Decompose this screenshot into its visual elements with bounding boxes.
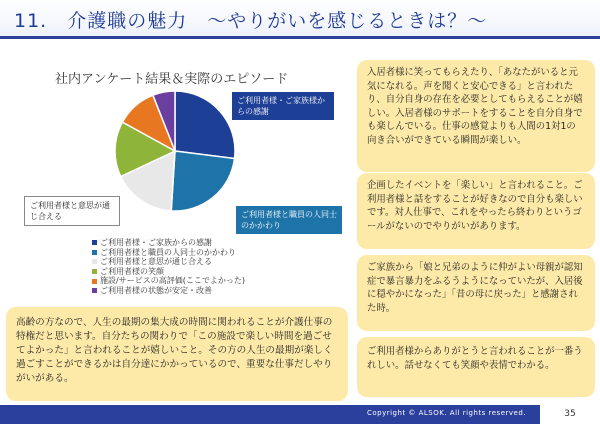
chart-legend [92,238,245,296]
legend-label: 施設/サービスの高評価(ここでよかった) [100,276,245,286]
legend-item [92,238,245,248]
legend-label: ご利用者様・ご家族からの感謝 [100,238,212,247]
episode-box-2: 企画したイベントを「楽しい」と言われること。ご利用者様と話をすることが好きなので自分も楽しいです。対人仕事で、これをやったら終わりというゴールがないのでやりがいがあります。 [357,173,595,249]
legend-swatch [92,269,97,274]
title-underline [0,36,600,39]
legend-swatch [92,279,97,284]
legend-swatch [92,259,97,264]
legend-swatch [92,288,97,293]
legend-label: ご利用者様と意思が通じ合える [100,257,212,267]
callout-communication: ご利用者様と意思が通じ合える [24,196,120,226]
legend-item [92,257,245,267]
legend-swatch [92,240,97,245]
episode-box-1: 入居者様に笑ってもらえたり、「あなたがいると元気になれる。声を聞くと安心できる」と言われたり、自分自身の存在を必要としてもらえることが嬉しい。入居者様のサポートをすることを自分自身でも楽しんでいる。仕事の感覚よりも人間の1対1の向き合いができている瞬間が楽しい。 [357,60,595,172]
legend-label: ご利用者様の状態が安定・改善 [100,285,212,295]
legend-item [92,267,245,277]
copyright: Copyright © ALSOK. All rights reserved. [366,409,526,417]
pie-slice [171,151,234,211]
legend-label: ご利用者様の笑顔 [100,266,164,276]
episode-box-4: ご利用者様からありがとうと言われることが一番うれしい。話せなくても笑顔や表情でわかる。 [357,337,595,397]
legend-swatch [92,250,97,255]
legend-label: ご利用者様と職員の人同士のかかわり [100,247,236,257]
episode-box-3: ご家族から「娘と兄弟のように仲がよい母親が認知症で暴言暴力をふるうようになっていたが、入居後に穏やかになった」「昔の母に戻った」と感謝された時。 [357,255,595,331]
chart-title: 社内アンケート結果＆実際のエピソード [55,72,289,87]
legend-item [92,248,245,258]
callout-family-thanks: ご利用者様・ご家族様からの感謝 [232,92,334,120]
legend-item [92,276,245,286]
pie-chart [110,86,240,216]
page-number: 35 [540,405,600,424]
legend-item [92,286,245,296]
pie-slice [175,91,235,159]
episode-box-main: 高齢の方なので、人生の最期の集大成の時間に関われることが介護仕事の特権だと思います。自分たちの関わりで「この施設で楽しい時間を過ごせてよかった」と言われることが嬉しいこと。その方の人生の最期が楽しく過ごすことができるかは自分達にかかっているので、重要な仕事だしやりがいがある。 [6,307,348,401]
callout-relation: ご利用者様と職員の人同士のかかわり [236,206,342,234]
page-title: 11. 介護職の魅力 ～やりがいを感じるときは？～ [14,10,488,32]
